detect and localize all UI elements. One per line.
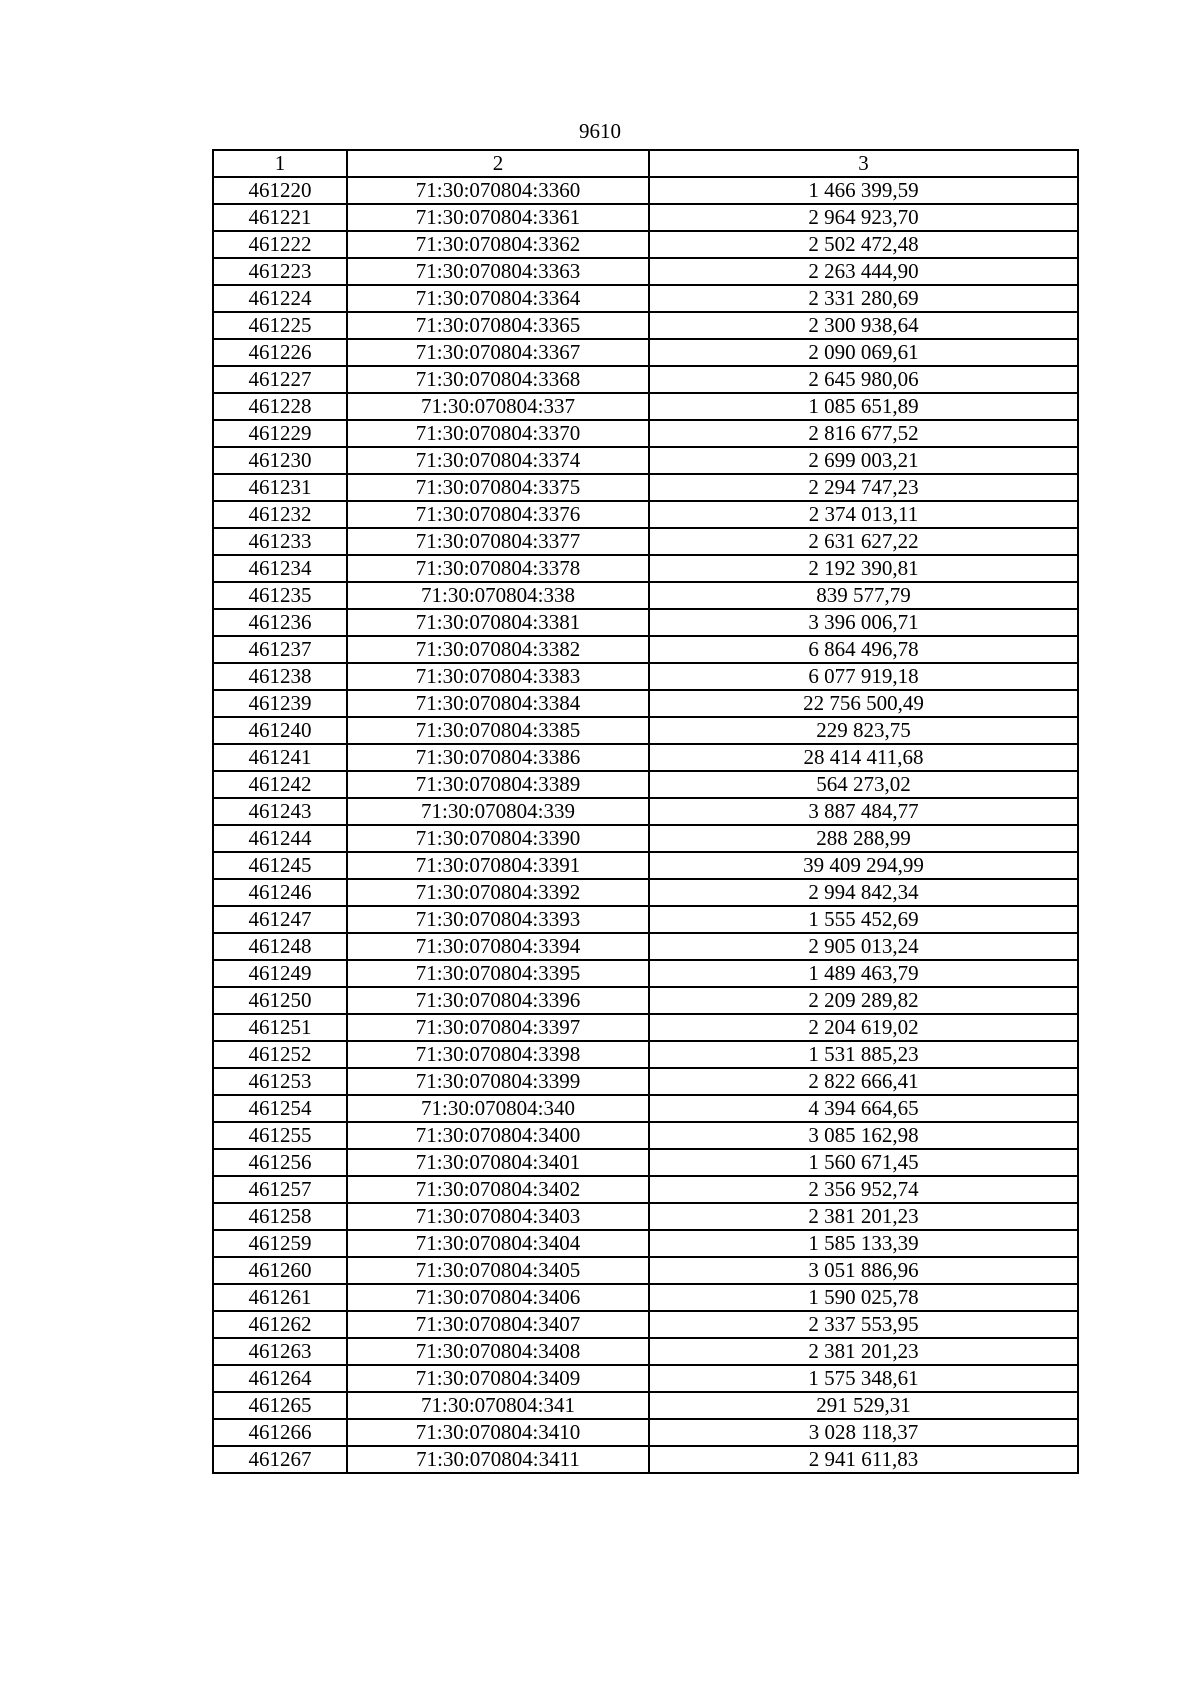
row-number-cell: 461238 <box>213 663 347 690</box>
column-header-1: 1 <box>213 150 347 177</box>
table-row <box>213 393 1078 420</box>
table-row <box>213 1446 1078 1473</box>
cadastral-number-cell: 71:30:070804:3381 <box>347 609 649 636</box>
row-number-cell: 461249 <box>213 960 347 987</box>
cadastral-number-cell: 71:30:070804:3365 <box>347 312 649 339</box>
table-row <box>213 798 1078 825</box>
cadastral-number-cell: 71:30:070804:3376 <box>347 501 649 528</box>
cadastral-value-cell: 2 300 938,64 <box>649 312 1078 339</box>
cadastral-number-cell: 71:30:070804:3390 <box>347 825 649 852</box>
table-row <box>213 1392 1078 1419</box>
cadastral-number-cell: 71:30:070804:3407 <box>347 1311 649 1338</box>
cadastral-value-cell: 1 560 671,45 <box>649 1149 1078 1176</box>
cadastral-value-cell: 2 631 627,22 <box>649 528 1078 555</box>
cadastral-number-cell: 71:30:070804:337 <box>347 393 649 420</box>
table-row <box>213 771 1078 798</box>
table-row <box>213 285 1078 312</box>
table-row <box>213 744 1078 771</box>
row-number-cell: 461237 <box>213 636 347 663</box>
cadastral-value-cell: 2 905 013,24 <box>649 933 1078 960</box>
cadastral-number-cell: 71:30:070804:3400 <box>347 1122 649 1149</box>
row-number-cell: 461229 <box>213 420 347 447</box>
row-number-cell: 461224 <box>213 285 347 312</box>
table-row <box>213 1257 1078 1284</box>
cadastral-value-cell: 2 964 923,70 <box>649 204 1078 231</box>
cadastral-value-cell: 564 273,02 <box>649 771 1078 798</box>
cadastral-number-cell: 71:30:070804:3398 <box>347 1041 649 1068</box>
row-number-cell: 461236 <box>213 609 347 636</box>
table-row <box>213 1122 1078 1149</box>
cadastral-value-cell: 6 077 919,18 <box>649 663 1078 690</box>
cadastral-value-cell: 2 192 390,81 <box>649 555 1078 582</box>
cadastral-value-cell: 2 822 666,41 <box>649 1068 1078 1095</box>
cadastral-number-cell: 71:30:070804:3394 <box>347 933 649 960</box>
row-number-cell: 461230 <box>213 447 347 474</box>
cadastral-number-cell: 71:30:070804:340 <box>347 1095 649 1122</box>
table-row <box>213 1365 1078 1392</box>
row-number-cell: 461262 <box>213 1311 347 1338</box>
table-row <box>213 1284 1078 1311</box>
cadastral-value-cell: 1 590 025,78 <box>649 1284 1078 1311</box>
table-row <box>213 366 1078 393</box>
table-row <box>213 960 1078 987</box>
cadastral-number-cell: 71:30:070804:3374 <box>347 447 649 474</box>
row-number-cell: 461263 <box>213 1338 347 1365</box>
table-row <box>213 1203 1078 1230</box>
cadastral-value-cell: 3 085 162,98 <box>649 1122 1078 1149</box>
row-number-cell: 461228 <box>213 393 347 420</box>
table-row <box>213 1419 1078 1446</box>
column-header-3: 3 <box>649 150 1078 177</box>
table-row <box>213 258 1078 285</box>
row-number-cell: 461223 <box>213 258 347 285</box>
header-row <box>213 150 1078 177</box>
cadastral-value-cell: 1 085 651,89 <box>649 393 1078 420</box>
cadastral-number-cell: 71:30:070804:3364 <box>347 285 649 312</box>
table-header <box>213 150 1078 177</box>
table-row <box>213 474 1078 501</box>
cadastral-value-cell: 2 816 677,52 <box>649 420 1078 447</box>
cadastral-value-cell: 1 555 452,69 <box>649 906 1078 933</box>
row-number-cell: 461242 <box>213 771 347 798</box>
row-number-cell: 461222 <box>213 231 347 258</box>
table-row <box>213 690 1078 717</box>
row-number-cell: 461241 <box>213 744 347 771</box>
cadastral-number-cell: 71:30:070804:3367 <box>347 339 649 366</box>
cadastral-value-cell: 4 394 664,65 <box>649 1095 1078 1122</box>
table-row <box>213 1338 1078 1365</box>
table-row <box>213 879 1078 906</box>
row-number-cell: 461233 <box>213 528 347 555</box>
cadastral-number-cell: 71:30:070804:3396 <box>347 987 649 1014</box>
cadastral-number-cell: 71:30:070804:3360 <box>347 177 649 204</box>
row-number-cell: 461220 <box>213 177 347 204</box>
cadastral-number-cell: 71:30:070804:3393 <box>347 906 649 933</box>
row-number-cell: 461261 <box>213 1284 347 1311</box>
table-row <box>213 1014 1078 1041</box>
cadastral-number-cell: 71:30:070804:3389 <box>347 771 649 798</box>
cadastral-number-cell: 71:30:070804:3395 <box>347 960 649 987</box>
cadastral-value-cell: 2 204 619,02 <box>649 1014 1078 1041</box>
table-row <box>213 1149 1078 1176</box>
cadastral-value-cell: 1 575 348,61 <box>649 1365 1078 1392</box>
cadastral-value-cell: 2 381 201,23 <box>649 1203 1078 1230</box>
row-number-cell: 461265 <box>213 1392 347 1419</box>
page-number: 9610 <box>579 119 621 143</box>
table-row <box>213 1068 1078 1095</box>
row-number-cell: 461226 <box>213 339 347 366</box>
row-number-cell: 461235 <box>213 582 347 609</box>
cadastral-value-cell: 288 288,99 <box>649 825 1078 852</box>
table-row <box>213 717 1078 744</box>
cadastral-number-cell: 71:30:070804:3391 <box>347 852 649 879</box>
row-number-cell: 461234 <box>213 555 347 582</box>
row-number-cell: 461251 <box>213 1014 347 1041</box>
cadastral-number-cell: 71:30:070804:339 <box>347 798 649 825</box>
row-number-cell: 461254 <box>213 1095 347 1122</box>
row-number-cell: 461245 <box>213 852 347 879</box>
cadastral-value-cell: 3 051 886,96 <box>649 1257 1078 1284</box>
table-row <box>213 825 1078 852</box>
table-row <box>213 312 1078 339</box>
cadastral-number-cell: 71:30:070804:3386 <box>347 744 649 771</box>
cadastral-number-cell: 71:30:070804:3383 <box>347 663 649 690</box>
cadastral-value-cell: 3 028 118,37 <box>649 1419 1078 1446</box>
cadastral-number-cell: 71:30:070804:3375 <box>347 474 649 501</box>
table-row <box>213 987 1078 1014</box>
table-row <box>213 177 1078 204</box>
cadastral-value-cell: 1 585 133,39 <box>649 1230 1078 1257</box>
table-row <box>213 1230 1078 1257</box>
cadastral-value-cell: 2 209 289,82 <box>649 987 1078 1014</box>
cadastral-value-cell: 2 263 444,90 <box>649 258 1078 285</box>
cadastral-number-cell: 71:30:070804:3378 <box>347 555 649 582</box>
cadastral-number-cell: 71:30:070804:3392 <box>347 879 649 906</box>
row-number-cell: 461258 <box>213 1203 347 1230</box>
row-number-cell: 461260 <box>213 1257 347 1284</box>
cadastral-value-cell: 2 337 553,95 <box>649 1311 1078 1338</box>
cadastral-number-cell: 71:30:070804:338 <box>347 582 649 609</box>
cadastral-number-cell: 71:30:070804:3370 <box>347 420 649 447</box>
cadastral-value-cell: 2 356 952,74 <box>649 1176 1078 1203</box>
row-number-cell: 461231 <box>213 474 347 501</box>
cadastral-number-cell: 71:30:070804:3368 <box>347 366 649 393</box>
table-row <box>213 528 1078 555</box>
cadastral-value-cell: 291 529,31 <box>649 1392 1078 1419</box>
cadastral-value-cell: 839 577,79 <box>649 582 1078 609</box>
cadastral-value-cell: 2 090 069,61 <box>649 339 1078 366</box>
row-number-cell: 461264 <box>213 1365 347 1392</box>
column-header-2: 2 <box>347 150 649 177</box>
cadastral-value-cell: 2 699 003,21 <box>649 447 1078 474</box>
row-number-cell: 461240 <box>213 717 347 744</box>
table-body <box>213 177 1078 1473</box>
cadastral-number-cell: 71:30:070804:3385 <box>347 717 649 744</box>
cadastral-number-cell: 71:30:070804:3411 <box>347 1446 649 1473</box>
table-row <box>213 555 1078 582</box>
cadastral-number-cell: 71:30:070804:3362 <box>347 231 649 258</box>
row-number-cell: 461246 <box>213 879 347 906</box>
cadastral-number-cell: 71:30:070804:3363 <box>347 258 649 285</box>
cadastral-value-cell: 2 645 980,06 <box>649 366 1078 393</box>
table-row <box>213 582 1078 609</box>
cadastral-number-cell: 71:30:070804:3399 <box>347 1068 649 1095</box>
row-number-cell: 461248 <box>213 933 347 960</box>
row-number-cell: 461266 <box>213 1419 347 1446</box>
cadastral-value-cell: 2 941 611,83 <box>649 1446 1078 1473</box>
cadastral-value-cell: 2 502 472,48 <box>649 231 1078 258</box>
cadastral-number-cell: 71:30:070804:3409 <box>347 1365 649 1392</box>
table-row <box>213 906 1078 933</box>
cadastral-number-cell: 71:30:070804:3410 <box>347 1419 649 1446</box>
row-number-cell: 461252 <box>213 1041 347 1068</box>
cadastral-value-cell: 2 294 747,23 <box>649 474 1078 501</box>
cadastral-number-cell: 71:30:070804:3402 <box>347 1176 649 1203</box>
row-number-cell: 461227 <box>213 366 347 393</box>
table-row <box>213 501 1078 528</box>
row-number-cell: 461221 <box>213 204 347 231</box>
table-row <box>213 663 1078 690</box>
cadastral-number-cell: 71:30:070804:341 <box>347 1392 649 1419</box>
cadastral-value-cell: 3 396 006,71 <box>649 609 1078 636</box>
cadastral-value-table <box>212 149 1079 1474</box>
cadastral-value-cell: 1 466 399,59 <box>649 177 1078 204</box>
row-number-cell: 461244 <box>213 825 347 852</box>
row-number-cell: 461243 <box>213 798 347 825</box>
table-row <box>213 1311 1078 1338</box>
cadastral-value-cell: 22 756 500,49 <box>649 690 1078 717</box>
table-row <box>213 420 1078 447</box>
cadastral-value-cell: 39 409 294,99 <box>649 852 1078 879</box>
cadastral-number-cell: 71:30:070804:3408 <box>347 1338 649 1365</box>
cadastral-value-cell: 2 374 013,11 <box>649 501 1078 528</box>
cadastral-value-cell: 2 994 842,34 <box>649 879 1078 906</box>
cadastral-value-cell: 1 531 885,23 <box>649 1041 1078 1068</box>
cadastral-value-cell: 28 414 411,68 <box>649 744 1078 771</box>
table-row <box>213 1041 1078 1068</box>
cadastral-number-cell: 71:30:070804:3404 <box>347 1230 649 1257</box>
row-number-cell: 461257 <box>213 1176 347 1203</box>
cadastral-number-cell: 71:30:070804:3384 <box>347 690 649 717</box>
row-number-cell: 461253 <box>213 1068 347 1095</box>
cadastral-number-cell: 71:30:070804:3382 <box>347 636 649 663</box>
cadastral-number-cell: 71:30:070804:3406 <box>347 1284 649 1311</box>
row-number-cell: 461267 <box>213 1446 347 1473</box>
table-row <box>213 204 1078 231</box>
cadastral-number-cell: 71:30:070804:3401 <box>347 1149 649 1176</box>
row-number-cell: 461232 <box>213 501 347 528</box>
cadastral-number-cell: 71:30:070804:3361 <box>347 204 649 231</box>
table-row <box>213 339 1078 366</box>
row-number-cell: 461259 <box>213 1230 347 1257</box>
row-number-cell: 461250 <box>213 987 347 1014</box>
row-number-cell: 461239 <box>213 690 347 717</box>
table-row <box>213 609 1078 636</box>
cadastral-value-cell: 2 381 201,23 <box>649 1338 1078 1365</box>
cadastral-number-cell: 71:30:070804:3377 <box>347 528 649 555</box>
table-row <box>213 852 1078 879</box>
cadastral-value-cell: 6 864 496,78 <box>649 636 1078 663</box>
table-row <box>213 447 1078 474</box>
cadastral-value-cell: 2 331 280,69 <box>649 285 1078 312</box>
cadastral-number-cell: 71:30:070804:3397 <box>347 1014 649 1041</box>
row-number-cell: 461225 <box>213 312 347 339</box>
table-row <box>213 933 1078 960</box>
row-number-cell: 461255 <box>213 1122 347 1149</box>
cadastral-value-cell: 3 887 484,77 <box>649 798 1078 825</box>
cadastral-value-cell: 229 823,75 <box>649 717 1078 744</box>
table-row <box>213 636 1078 663</box>
cadastral-value-cell: 1 489 463,79 <box>649 960 1078 987</box>
row-number-cell: 461256 <box>213 1149 347 1176</box>
table-row <box>213 1176 1078 1203</box>
cadastral-number-cell: 71:30:070804:3405 <box>347 1257 649 1284</box>
table-row <box>213 231 1078 258</box>
table-row <box>213 1095 1078 1122</box>
cadastral-number-cell: 71:30:070804:3403 <box>347 1203 649 1230</box>
row-number-cell: 461247 <box>213 906 347 933</box>
